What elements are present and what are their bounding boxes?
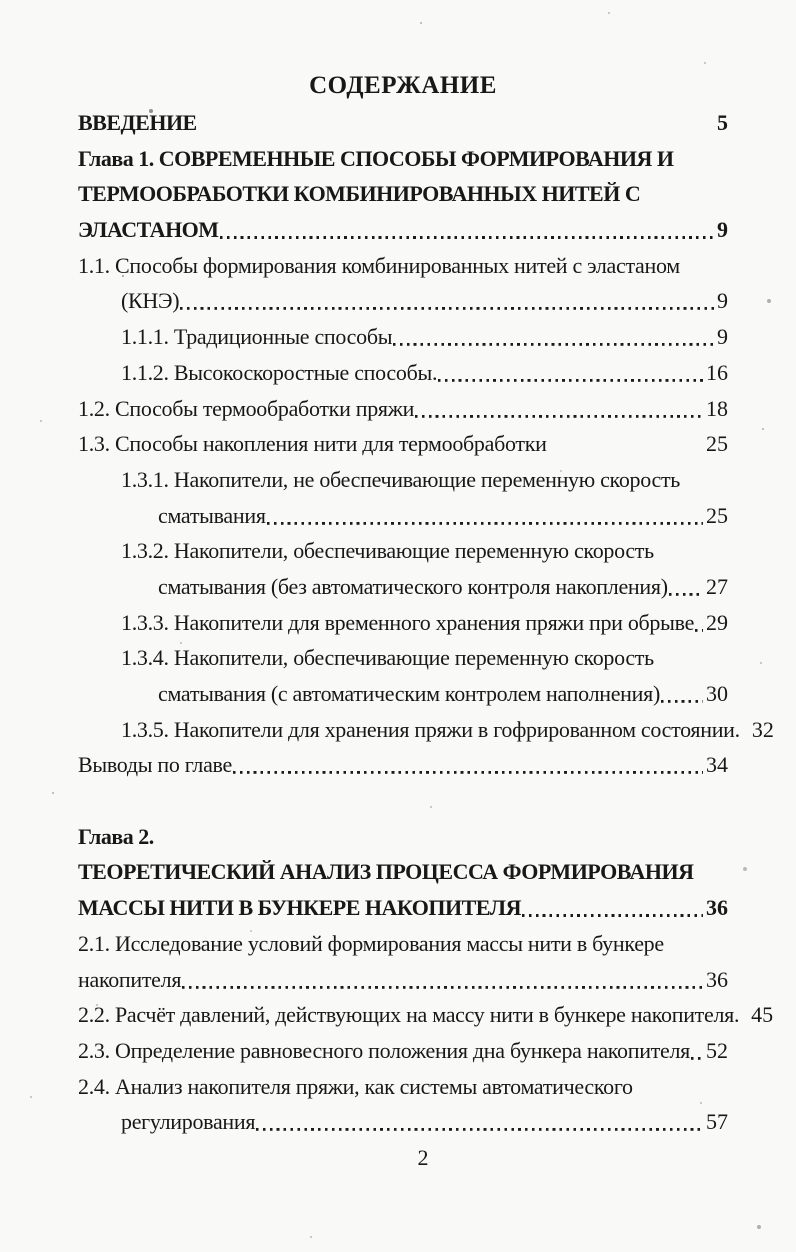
toc-entry-text: 2.1. Исследование условий формирования массы нити в бункере (78, 930, 664, 956)
toc-entry-text: 1.3.5. Накопители для хранения пряжи в гофрированном состоянии. (121, 716, 740, 742)
toc-row (78, 391, 728, 427)
toc-row (78, 176, 728, 212)
toc-page-number: 57 (706, 1109, 728, 1135)
dot-leader (198, 105, 714, 141)
toc-page-number: 9 (717, 217, 728, 243)
dot-leader (522, 890, 703, 926)
toc-page-number: 34 (706, 752, 728, 778)
toc-page-number: 9 (717, 288, 728, 314)
toc-row (78, 783, 728, 819)
toc-entry-text: (КНЭ) (121, 288, 180, 314)
toc-page-number: 45 (751, 1002, 774, 1028)
toc-page-number: 16 (706, 359, 728, 385)
dot-leader (180, 283, 714, 319)
toc-page-number: 27 (706, 573, 728, 599)
toc-entry-text: ЭЛАСТАНОМ (78, 217, 219, 243)
toc-entry-text: Глава 2. (78, 823, 154, 849)
dot-leader (661, 676, 703, 712)
toc-row (78, 355, 728, 391)
toc-entry-text: 1.1.2. Высокоскоростные способы. (121, 359, 438, 385)
toc-entry-text: 2.3. Определение равновесного положения дна бункера накопителя (78, 1037, 690, 1063)
toc-entry-text: 2.4. Анализ накопителя пряжи, как системы автоматического (78, 1073, 633, 1099)
toc-page-number: 25 (706, 431, 728, 457)
toc-page-number: 52 (706, 1037, 728, 1063)
dot-leader (256, 1104, 703, 1140)
toc-row (78, 926, 728, 962)
toc-row (78, 1033, 728, 1069)
toc-row (78, 248, 728, 284)
toc-entry-text: ТЕРМООБРАБОТКИ КОМБИНИРОВАННЫХ НИТЕЙ С (78, 181, 641, 207)
toc-entry-text: сматывания (с автоматическим контролем наполнения) (158, 681, 660, 706)
toc-entry-text: накопителя (78, 966, 182, 992)
toc-row (78, 1104, 728, 1140)
page-title: СОДЕРЖАНИЕ (309, 72, 497, 99)
toc-entry-text: МАССЫ НИТИ В БУНКЕРЕ НАКОПИТЕЛЯ (78, 895, 521, 921)
toc-row (78, 890, 728, 926)
toc-page-number: 18 (706, 395, 728, 421)
dot-leader (548, 426, 703, 462)
toc-entry-text: 1.3.2. Накопители, обеспечивающие переменную скорость (121, 538, 654, 564)
dot-leader (182, 962, 703, 998)
toc-row (78, 105, 728, 141)
toc-row (78, 640, 728, 676)
dot-leader (669, 569, 703, 605)
toc-page-number: 29 (706, 609, 729, 635)
toc-page-number: 36 (706, 966, 728, 992)
toc-entry-text: 1.3. Способы накопления нити для термообработки (78, 431, 547, 457)
dot-leader (695, 605, 703, 641)
toc-entry-text: ТЕОРЕТИЧЕСКИЙ АНАЛИЗ ПРОЦЕССА ФОРМИРОВАНИЯ (78, 859, 694, 885)
toc-row (78, 854, 728, 890)
toc-row (78, 819, 728, 855)
toc-row (78, 283, 728, 319)
toc-list (78, 105, 774, 1140)
toc-entry-text: 1.3.3. Накопители для временного хранения пряжи при обрыве (121, 609, 695, 635)
toc-row (78, 533, 728, 569)
dot-leader (393, 319, 714, 355)
toc-entry-text: регулирования (121, 1109, 256, 1135)
toc-entry-text: 1.3.1. Накопители, не обеспечивающие переменную скорость (121, 466, 680, 492)
toc-row (78, 1069, 728, 1105)
footer-page-number: 2 (417, 1144, 429, 1170)
dot-leader (741, 712, 749, 748)
toc-row (78, 498, 728, 534)
dot-leader (220, 212, 714, 248)
toc-entry-text: сматывания (158, 502, 266, 528)
toc-row (78, 426, 728, 462)
toc-entry-text: сматывания (без автоматического контроля накопления) (158, 573, 668, 599)
dot-leader (233, 747, 703, 783)
toc-entry-text: 1.1.1. Традиционные способы (121, 324, 393, 350)
toc-row (78, 605, 728, 641)
toc-entry-text: Выводы по главе (78, 752, 232, 778)
toc-page-number: 5 (717, 110, 728, 135)
toc-entry-text: 1.2. Способы термообработки пряжи (78, 395, 415, 421)
toc-row (78, 319, 728, 355)
toc-row (78, 997, 774, 1033)
toc-page-number: 9 (717, 324, 728, 350)
dot-leader (740, 997, 748, 1033)
toc-row (78, 676, 728, 712)
toc-entry-text: Глава 1. СОВРЕМЕННЫЕ СПОСОБЫ ФОРМИРОВАНИЯ И (78, 145, 674, 171)
dot-leader (415, 391, 703, 427)
toc-row (78, 462, 728, 498)
toc-row (78, 212, 728, 248)
toc-entry-text: ВВЕДЕНИЕ (78, 110, 197, 135)
toc-row (78, 747, 728, 783)
dot-leader (267, 498, 703, 534)
toc-page-number: 25 (706, 502, 728, 528)
dot-leader (691, 1033, 703, 1069)
toc-page-number: 30 (706, 681, 728, 706)
dot-leader (438, 355, 703, 391)
toc-entry-text: 1.3.4. Накопители, обеспечивающие переменную скорость (121, 645, 654, 671)
toc-row (78, 141, 728, 177)
toc-row (78, 962, 728, 998)
toc-page-number: 36 (706, 895, 728, 921)
toc-entry-text: 2.2. Расчёт давлений, действующих на массу нити в бункере накопителя. (78, 1002, 740, 1028)
toc-entry-text: 1.1. Способы формирования комбинированных нитей с эластаном (78, 252, 680, 278)
toc-row (78, 569, 728, 605)
toc-page-number: 32 (751, 716, 774, 742)
toc-row (78, 712, 774, 748)
